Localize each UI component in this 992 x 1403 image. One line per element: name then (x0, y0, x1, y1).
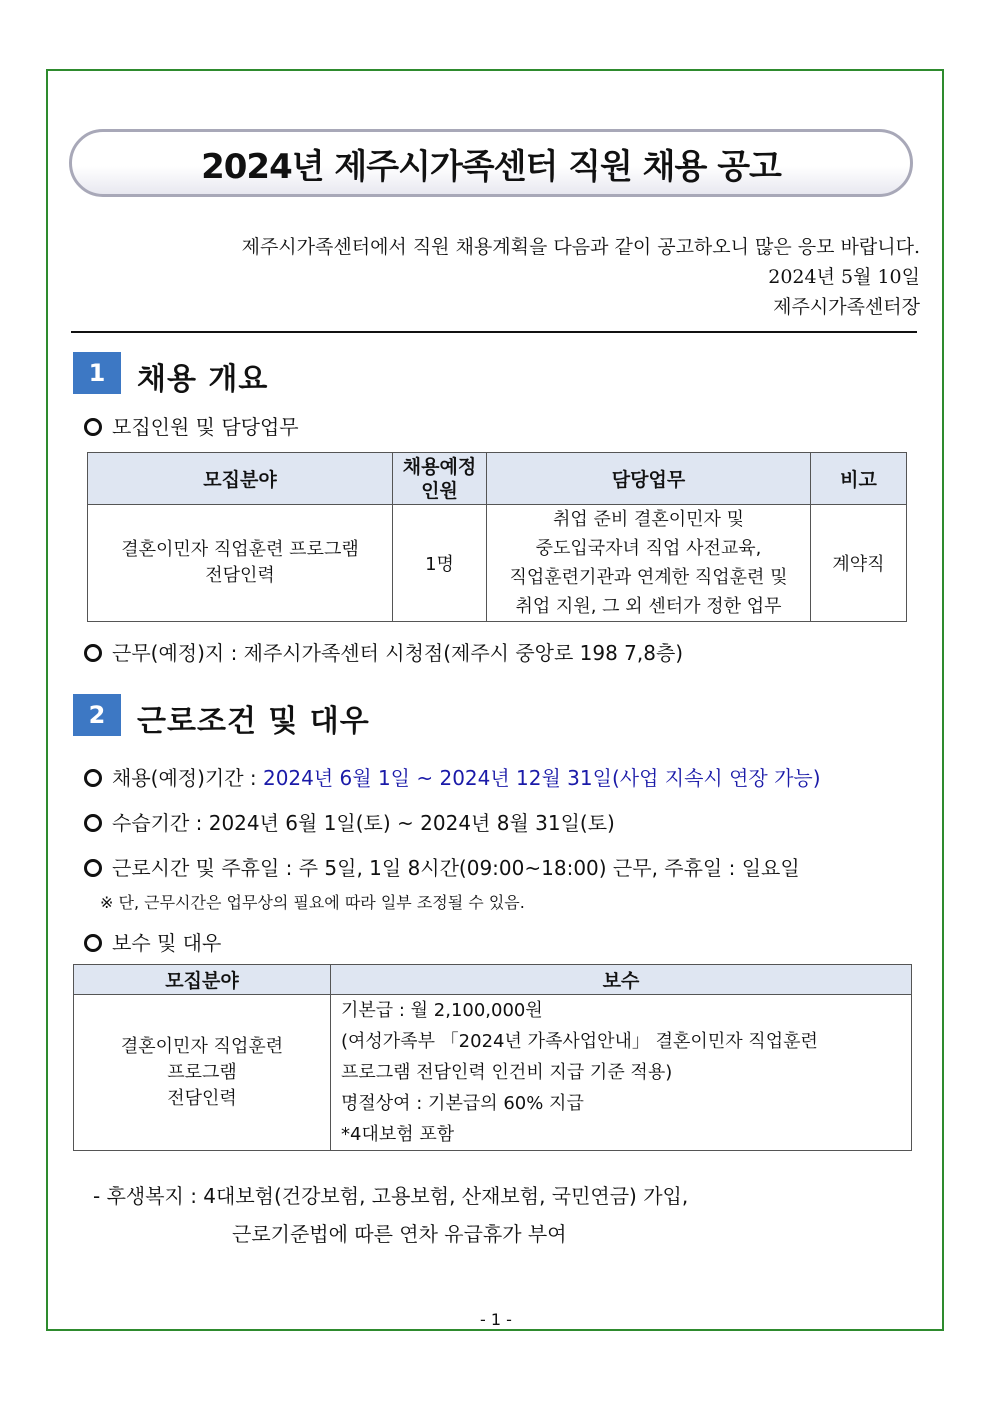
pay-header-field: 모집분야 (74, 965, 331, 995)
pay-line: *4대보험 포함 (341, 1124, 455, 1145)
header-field: 모집분야 (88, 453, 393, 505)
header-count: 채용예정 인원 (393, 453, 487, 505)
section-2-number: 2 (73, 694, 121, 736)
pay-header-pay: 보수 (331, 965, 912, 995)
circle-bullet-icon (84, 934, 102, 952)
welfare-line-1: - 후생복지 : 4대보험(건강보험, 고용보험, 산재보험, 국민연금) 가입, (93, 1184, 689, 1208)
pay-line: 명절상여 : 기본급의 60% 지급 (341, 1093, 584, 1114)
section-1-number: 1 (73, 352, 121, 394)
period-value: 2024년 6월 1일 ~ 2024년 12월 31일(사업 지속시 연장 가능) (262, 766, 821, 790)
bullet-probation (84, 807, 615, 836)
section-1-title: 채용 개요 (137, 362, 269, 397)
bullet-period (84, 762, 821, 791)
welfare-line-2: 근로기준법에 따른 연차 유급휴가 부여 (232, 1222, 567, 1246)
pay-bullet-text: 보수 및 대우 (112, 931, 222, 955)
pay-line: (여성가족부 「2024년 가족사업안내」 결혼이민자 직업훈련 (341, 1031, 818, 1052)
probation-text: 수습기간 : 2024년 6월 1일(토) ~ 2024년 8월 31일(토) (112, 811, 615, 835)
bullet-recruit-text: 모집인원 및 담당업무 (112, 415, 299, 439)
hours-text: 근로시간 및 주휴일 : 주 5일, 1일 8시간(09:00~18:00) 근무, 주휴일 : 일요일 (112, 856, 800, 880)
bullet-recruit (84, 411, 299, 440)
cell-note: 계약직 (811, 505, 907, 622)
circle-bullet-icon (84, 644, 102, 662)
title-banner (69, 129, 913, 197)
divider (71, 331, 917, 333)
circle-bullet-icon (84, 859, 102, 877)
bullet-hours (84, 852, 800, 881)
page-number: - 1 - (480, 1310, 512, 1329)
bullet-location-text: 근무(예정)지 : 제주시가족센터 시청점(제주시 중앙로 198 7,8층) (112, 641, 684, 665)
recruit-table (87, 452, 907, 622)
cell-duties: 취업 준비 결혼이민자 및 중도입국자녀 직업 사전교육, 직업훈련기관과 연계한 직업훈련 및 취업 지원, 그 외 센터가 정한 업무 (487, 505, 811, 622)
pay-line: 기본급 : 월 2,100,000원 (341, 1000, 543, 1021)
signature: 제주시가족센터장 (773, 296, 920, 318)
circle-bullet-icon (84, 769, 102, 787)
cell-count: 1명 (393, 505, 487, 622)
bullet-pay (84, 927, 221, 956)
pay-cell-details (331, 995, 912, 1151)
pay-cell-field: 결혼이민자 직업훈련 프로그램 전담인력 (74, 995, 331, 1151)
circle-bullet-icon (84, 418, 102, 436)
intro-text: 제주시가족센터에서 직원 채용계획을 다음과 같이 공고하오니 많은 응모 바랍니다. (241, 236, 920, 258)
announcement-date: 2024년 5월 10일 (768, 266, 920, 288)
pay-line: 프로그램 전담인력 인건비 지급 기준 적용) (341, 1062, 673, 1083)
hours-note: ※ 단, 근무시간은 업무상의 필요에 따라 일부 조정될 수 있음. (100, 893, 525, 912)
header-note: 비고 (811, 453, 907, 505)
period-label: 채용(예정)기간 : (112, 766, 263, 790)
pay-table (73, 964, 912, 1151)
circle-bullet-icon (84, 814, 102, 832)
cell-field: 결혼이민자 직업훈련 프로그램 전담인력 (88, 505, 393, 622)
header-duties: 담당업무 (487, 453, 811, 505)
section-2-title: 근로조건 및 대우 (137, 704, 370, 739)
bullet-location (84, 637, 683, 666)
page-title: 2024년 제주시가족센터 직원 채용 공고 (201, 146, 781, 187)
